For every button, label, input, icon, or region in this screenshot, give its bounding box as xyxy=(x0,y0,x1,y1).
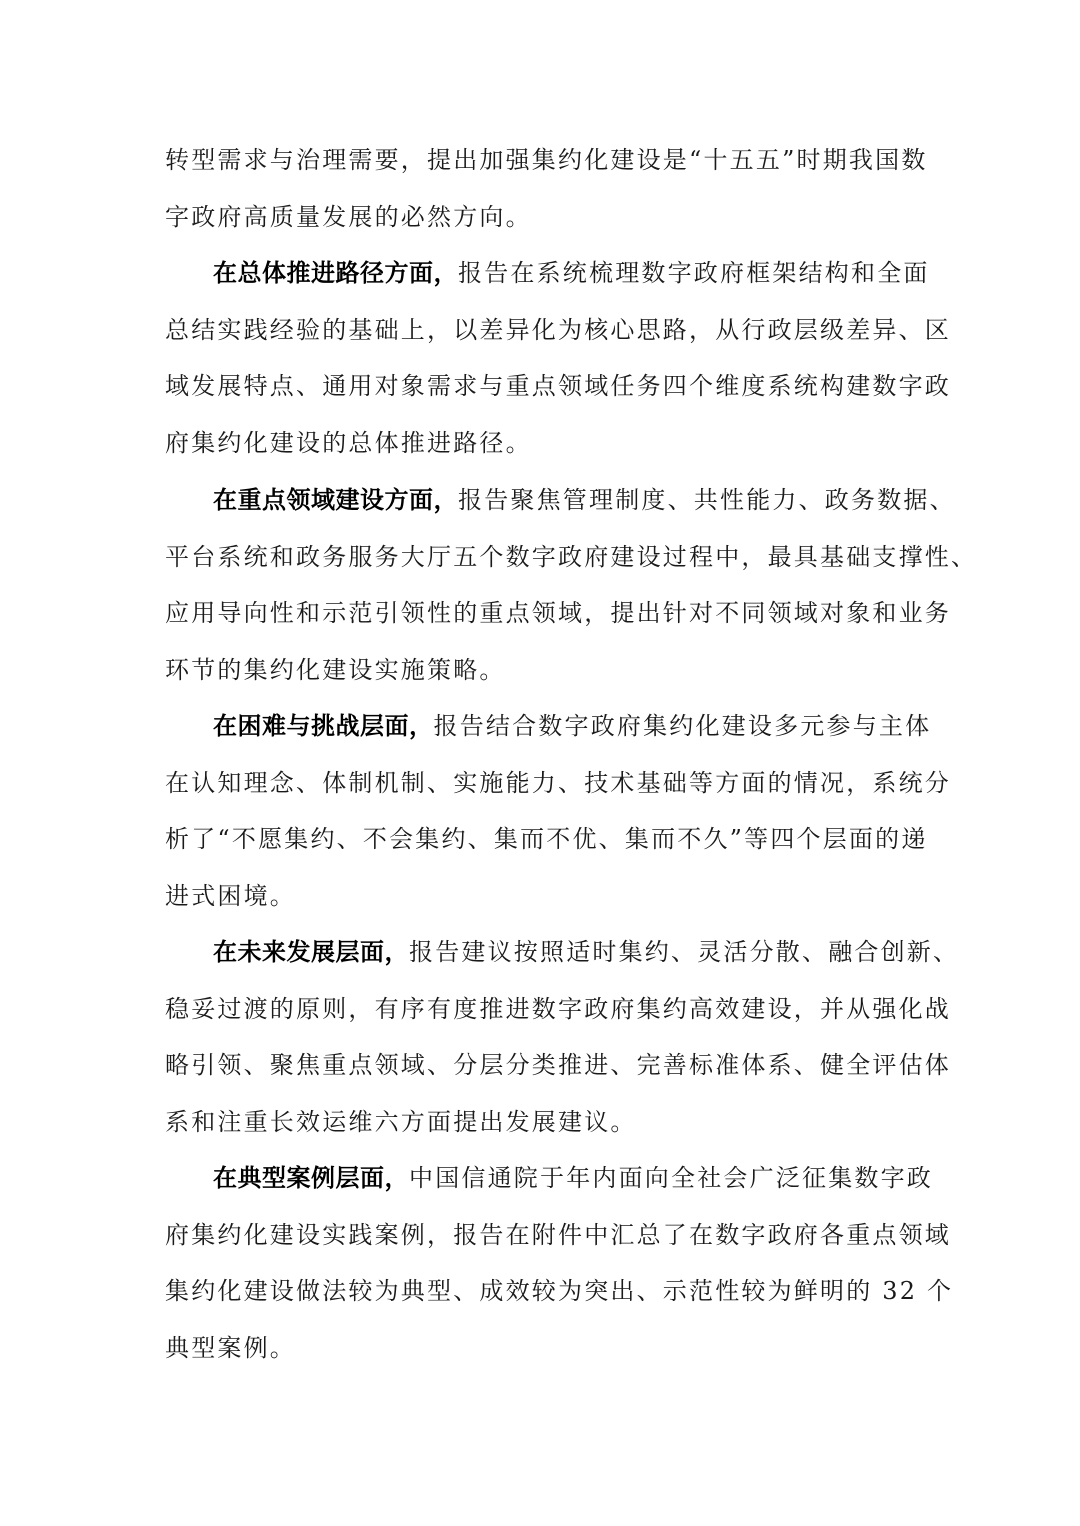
paragraph-first-line xyxy=(165,1150,933,1207)
text-line: 府集约化建设实践案例，报告在附件中汇总了在数字政府各重点领域 xyxy=(165,1220,951,1249)
paragraph-overall-path xyxy=(165,245,951,471)
text-line: 总结实践经验的基础上，以差异化为核心思路，从行政层级差异、区 xyxy=(165,315,951,344)
paragraph-lead-heading: 在重点领域建设方面， xyxy=(213,486,458,514)
paragraph-lead-heading: 在典型案例层面， xyxy=(213,1164,409,1192)
paragraph-future-development xyxy=(165,924,960,1150)
text-line: 应用导向性和示范引领性的重点领域，提出针对不同领域对象和业务 xyxy=(165,599,951,628)
paragraph-first-line xyxy=(165,472,956,529)
paragraph-lead-heading: 在未来发展层面， xyxy=(213,938,409,966)
paragraph-first-line xyxy=(165,924,960,981)
paragraph-lead-heading: 在总体推进路径方面， xyxy=(213,259,458,287)
text-line: 系和注重长效运维六方面提出发展建议。 xyxy=(165,1107,637,1136)
text-line: 稳妥过渡的原则，有序有度推进数字政府集约高效建设，并从强化战 xyxy=(165,994,951,1023)
text-line: 略引领、聚焦重点领域、分层分类推进、完善标准体系、健全评估体 xyxy=(165,1051,951,1080)
text-line: 字政府高质量发展的必然方向。 xyxy=(165,202,532,231)
text-run: 报告聚焦管理制度、共性能力、政务数据、 xyxy=(458,486,956,514)
text-line: 府集约化建设的总体推进路径。 xyxy=(165,428,532,457)
paragraph-lead-heading: 在困难与挑战层面， xyxy=(213,712,434,740)
text-line: 集约化建设做法较为典型、成效较为突出、示范性较为鲜明的 32 个 xyxy=(165,1277,954,1306)
text-line: 环节的集约化建设实施策略。 xyxy=(165,655,506,684)
text-run: 中国信通院于年内面向全社会广泛征集数字政 xyxy=(409,1164,933,1192)
text-line: 转型需求与治理需要，提出加强集约化建设是“十五五”时期我国数 xyxy=(165,146,928,174)
text-run: 报告结合数字政府集约化建设多元参与主体 xyxy=(433,712,932,740)
text-run: 报告在系统梳理数字政府框架结构和全面 xyxy=(458,259,930,287)
text-line: 域发展特点、通用对象需求与重点领域任务四个维度系统构建数字政 xyxy=(165,372,951,401)
text-line: 在认知理念、体制机制、实施能力、技术基础等方面的情况，系统分 xyxy=(165,768,951,797)
paragraph-key-areas xyxy=(165,472,978,698)
text-line: 析了“不愿集约、不会集约、集而不优、集而不久”等四个层面的递 xyxy=(165,825,928,854)
paragraph-challenges xyxy=(165,698,951,924)
text-line: 进式困境。 xyxy=(165,881,296,910)
text-line: 典型案例。 xyxy=(165,1333,296,1362)
text-run: 报告建议按照适时集约、灵活分散、融合创新、 xyxy=(409,938,960,966)
paragraph-first-line xyxy=(165,698,932,755)
paragraph-continuation xyxy=(165,132,928,245)
paragraph-typical-cases xyxy=(165,1150,954,1376)
text-line: 平台系统和政务服务大厅五个数字政府建设过程中，最具基础支撑性、 xyxy=(165,542,978,571)
paragraph-first-line xyxy=(165,245,930,302)
